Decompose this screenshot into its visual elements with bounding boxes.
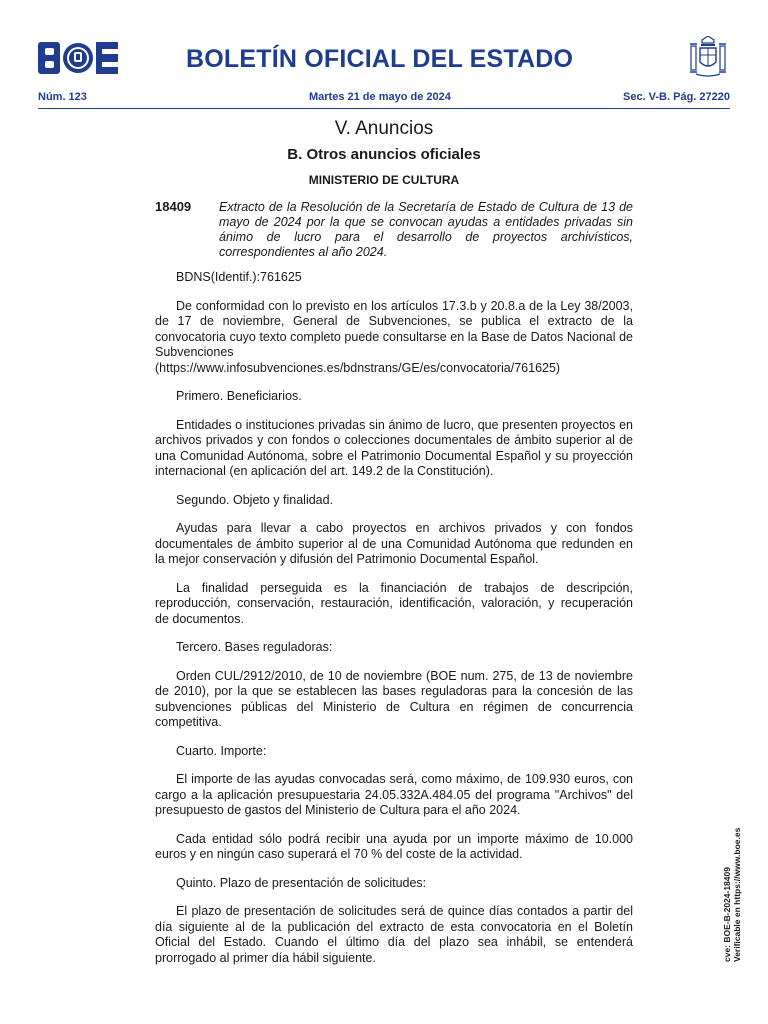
- paragraph: Orden CUL/2912/2010, de 10 de noviembre (BOE num. 275, de 13 de noviembre de 2010), por la que se establecen las bases reguladoras para la concesión de las subvenciones públicas del Ministerio de Cultura en régimen de concurrencia competitiva.: [155, 668, 633, 729]
- paragraph: Ayudas para llevar a cabo proyectos en archivos privados y con fondos documentales de ámbito superior al de una Comunidad Autónoma que redunden en la mejor conservación y difusión del Patrimonio Documental Español.: [155, 521, 633, 566]
- boe-logo: [38, 42, 118, 74]
- header-divider: [38, 108, 730, 109]
- issue-header: [38, 91, 730, 107]
- paragraph: De conformidad con lo previsto en los artículos 17.3.b y 20.8.a de la Ley 38/2003, de 17 de noviembre, General de Subvenciones, se publica el extracto de la convocatoria cuyo texto completo puede consultarse en la Base de Datos Nacional de Subvenciones (https://www.infosubvenciones.es/bdnstrans/GE/es/convocatoria/761625): [155, 298, 633, 375]
- paragraph: Quinto. Plazo de presentación de solicitudes:: [176, 875, 427, 890]
- paragraph: BDNS(Identif.):761625: [176, 270, 302, 284]
- section-title: V. Anuncios: [334, 118, 434, 139]
- ministry-name: MINISTERIO DE CULTURA: [308, 173, 460, 187]
- coat-of-arms-icon: [688, 36, 728, 78]
- paragraph: Tercero. Bases reguladoras:: [176, 640, 333, 654]
- paragraph: Entidades o instituciones privadas sin ánimo de lucro, que presenten proyectos en archivos privados y con fondos o colecciones documentales de ámbito superior al de una Comunidad Autónoma, sobre el Patrimonio Documental Español y su proyección internacional (en aplicación del art. 149.2 de la Constitución).: [155, 417, 633, 478]
- paragraph: Cada entidad sólo podrá recibir una ayuda por un importe máximo de 10.000 euros y en ningún caso superará el 70 % del coste de la actividad.: [155, 831, 633, 861]
- issue-number: Núm. 123: [38, 91, 87, 103]
- paragraph: Cuarto. Importe:: [176, 743, 267, 758]
- paragraph: El importe de las ayudas convocadas será, como máximo, de 109.930 euros, con cargo a la aplicación presupuestaria 24.05.332A.484.05 del programa "Archivos" del presupuesto de gastos del Ministerio de Cultura para el año 2024.: [155, 772, 633, 817]
- paragraph: Primero. Beneficiarios.: [176, 389, 302, 403]
- announcement-body: [155, 270, 633, 979]
- paragraph: La finalidad perseguida es la financiación de trabajos de descripción, reproducción, conservación, restauración, identificación, valoración, y recuperación de documentos.: [155, 580, 633, 626]
- verification-margin-note: [722, 828, 742, 962]
- paragraph: El plazo de presentación de solicitudes será de quince días contados a partir del día siguiente al de la publicación del extracto de esta convocatoria en el Boletín Oficial del Estado. Cuando el último día del plazo sea inhábil, se entenderá prorrogado al primer día hábil siguiente.: [155, 904, 633, 965]
- paragraph: Segundo. Objeto y finalidad.: [176, 492, 334, 507]
- gazette-title: BOLETÍN OFICIAL DEL ESTADO: [186, 45, 574, 73]
- verification-url: Verificable en https://www.boe.es: [732, 827, 742, 962]
- announcement-summary: Extracto de la Resolución de la Secretaría de Estado de Cultura de 13 de mayo de 2024 por la que se convocan ayudas a entidades privadas sin ánimo de lucro para el desarrollo de proyectos archivísticos, correspondientes al año 2024.: [219, 200, 633, 259]
- section-subtitle: B. Otros anuncios oficiales: [287, 146, 481, 163]
- issue-date: Martes 21 de mayo de 2024: [309, 91, 451, 103]
- section-page: Sec. V-B. Pág. 27220: [622, 91, 730, 103]
- cve-code: cve: BOE-B-2024-18409: [722, 867, 732, 962]
- announcement-number: 18409: [155, 199, 192, 214]
